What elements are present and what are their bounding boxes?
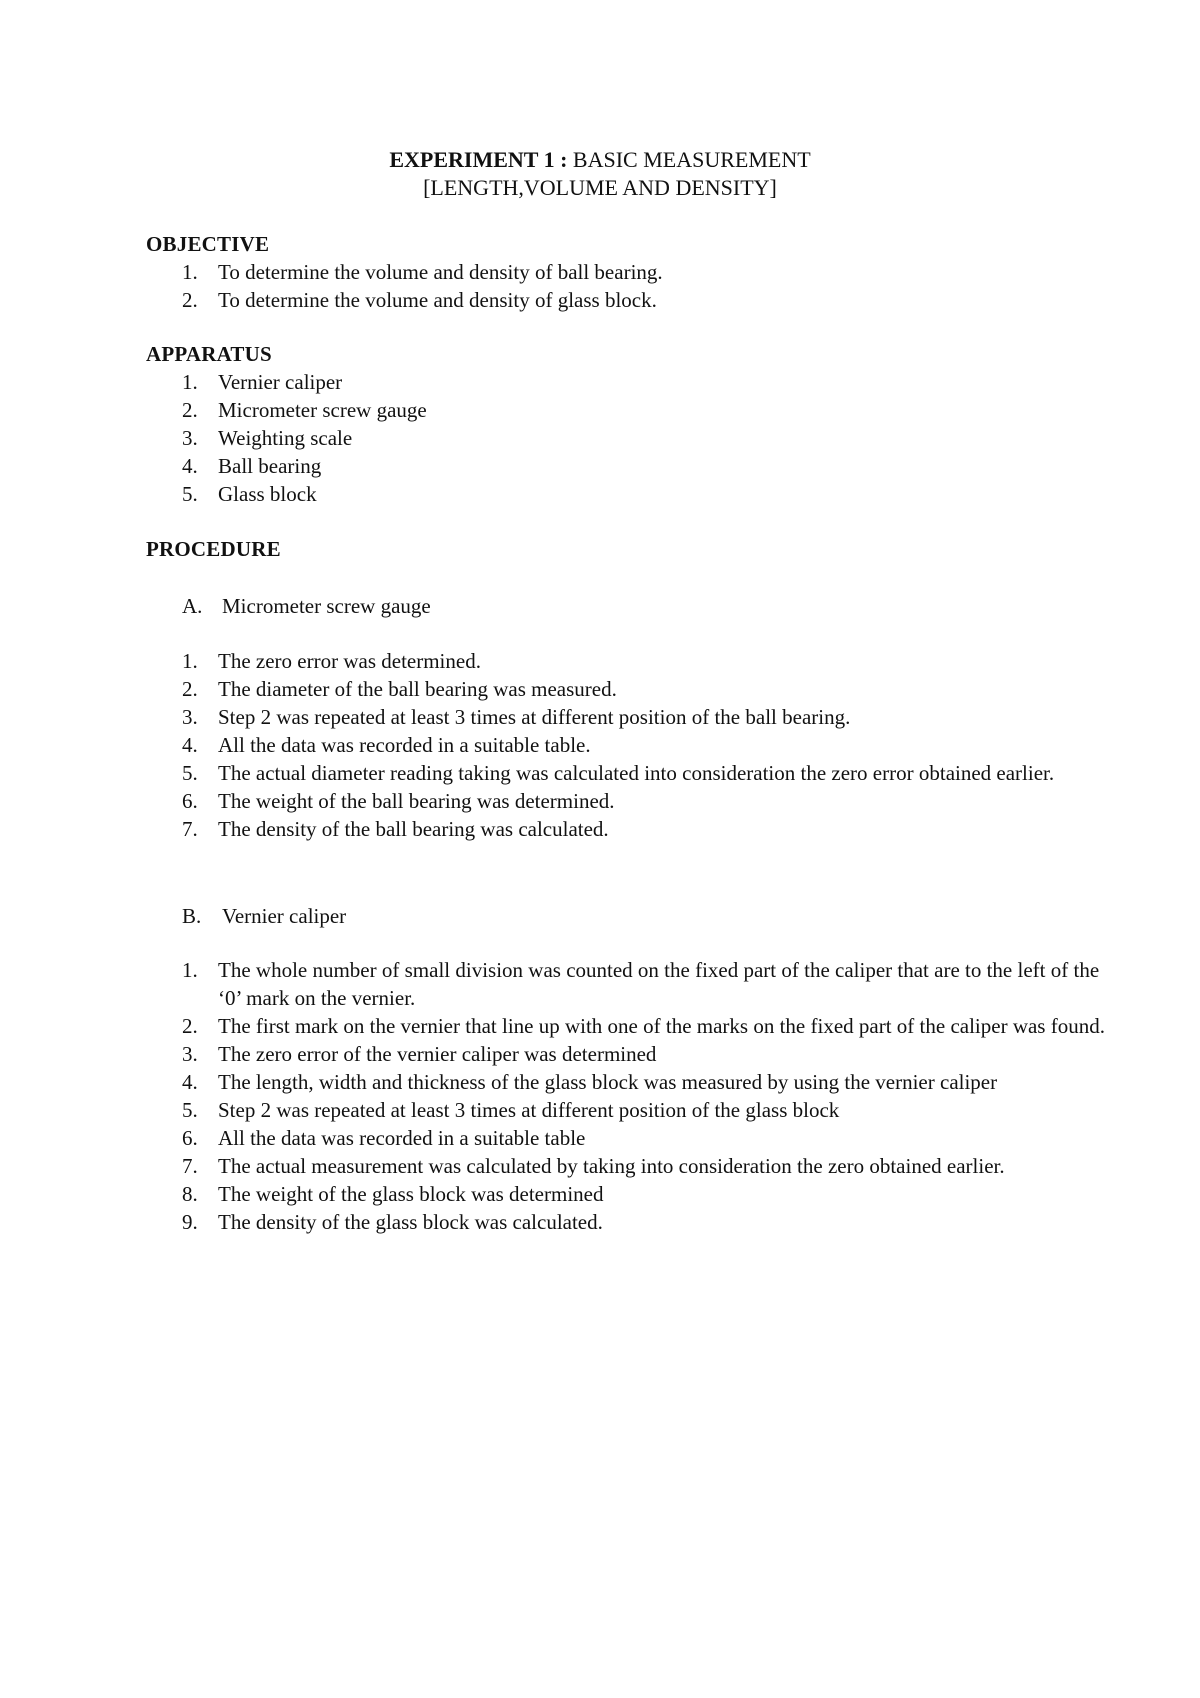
- apparatus-item: 3. Weighting scale: [182, 426, 353, 450]
- apparatus-item: 1. Vernier caliper: [182, 370, 343, 394]
- title-experiment-name: BASIC MEASUREMENT: [567, 147, 811, 172]
- apparatus-item: 2. Micrometer screw gauge: [182, 398, 427, 422]
- procedure-section-a-title: A. Micrometer screw gauge: [182, 594, 431, 618]
- procedure-heading: PROCEDURE: [146, 537, 281, 561]
- apparatus-item: 5. Glass block: [182, 482, 317, 506]
- objective-heading: OBJECTIVE: [146, 232, 270, 256]
- procedure-step: 6. The weight of the ball bearing was determined.: [182, 789, 615, 813]
- apparatus-heading: APPARATUS: [146, 342, 272, 366]
- procedure-step: 4. All the data was recorded in a suitable table.: [182, 733, 591, 757]
- document-title: [0, 146, 1200, 202]
- objective-list: [146, 258, 1118, 314]
- procedure-section-b-list: [146, 956, 1118, 1236]
- procedure-step: 5. Step 2 was repeated at least 3 times at different position of the glass block: [182, 1098, 840, 1122]
- procedure-step: 7. The density of the ball bearing was calculated.: [182, 817, 609, 841]
- procedure-section-b-title: B. Vernier caliper: [182, 904, 347, 928]
- procedure-step: 1. The zero error was determined.: [182, 649, 481, 673]
- procedure-step: 2. The diameter of the ball bearing was measured.: [182, 677, 617, 701]
- procedure-step: 7. The actual measurement was calculated by taking into consideration the zero obtained earlier.: [182, 1154, 1005, 1178]
- procedure-step: 6. All the data was recorded in a suitable table: [182, 1126, 586, 1150]
- procedure-step: 1. The whole number of small division was counted on the fixed part of the caliper that are to the left of the ‘0’ mark on the vernier.: [182, 958, 1100, 1010]
- procedure-step: 5. The actual diameter reading taking was calculated into consideration the zero error obtained earlier.: [182, 761, 1055, 785]
- procedure-step: 9. The density of the glass block was calculated.: [182, 1210, 603, 1234]
- apparatus-item: 4. Ball bearing: [182, 454, 322, 478]
- objective-item: 1. To determine the volume and density of ball bearing.: [182, 260, 663, 284]
- procedure-step: 2. The first mark on the vernier that line up with one of the marks on the fixed part of the caliper was found.: [182, 1014, 1105, 1038]
- procedure-step: 4. The length, width and thickness of the glass block was measured by using the vernier caliper: [182, 1070, 998, 1094]
- title-subtitle: [LENGTH,VOLUME AND DENSITY]: [423, 175, 777, 200]
- procedure-section-a-list: [146, 647, 1118, 843]
- procedure-step: 3. Step 2 was repeated at least 3 times at different position of the ball bearing.: [182, 705, 851, 729]
- objective-item: 2. To determine the volume and density of glass block.: [182, 288, 657, 312]
- apparatus-list: [146, 368, 1118, 508]
- title-experiment-label: EXPERIMENT 1 :: [389, 147, 568, 172]
- procedure-step: 3. The zero error of the vernier caliper was determined: [182, 1042, 657, 1066]
- title-line: [0, 146, 1200, 174]
- procedure-step: 8. The weight of the glass block was determined: [182, 1182, 604, 1206]
